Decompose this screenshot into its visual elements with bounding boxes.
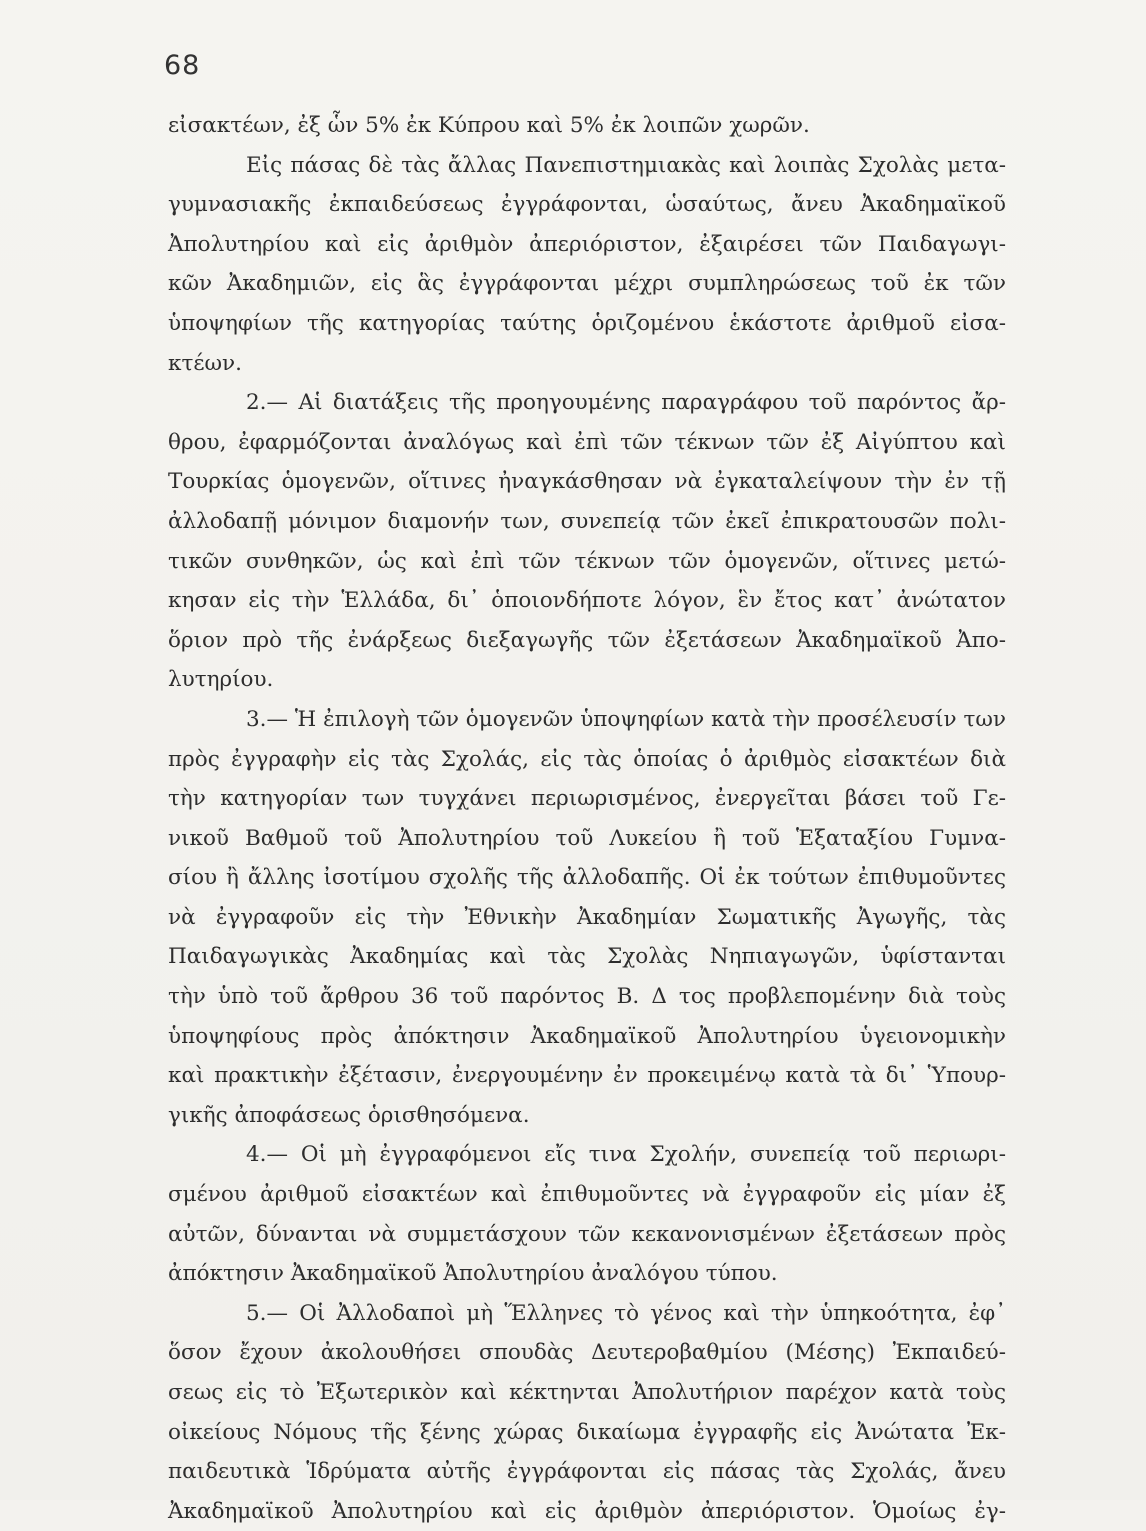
text-line: κησαν εἰς τὴν Ἑλλάδα, δι᾽ ὁποιονδήποτε λόγον, ἓν ἔτος κατ᾽ ἀνώτατον bbox=[168, 588, 1006, 614]
text-line: ὑποψηφίων τῆς κατηγορίας ταύτης ὁριζομένου ἑκάστοτε ἀριθμοῦ εἰσα- bbox=[168, 310, 1006, 336]
text-line: ὅριον πρὸ τῆς ἐνάρξεως διεξαγωγῆς τῶν ἐξετάσεων Ἀκαδημαϊκοῦ Ἀπο- bbox=[168, 627, 1006, 653]
text-line: τὴν ὑπὸ τοῦ ἄρθρου 36 τοῦ παρόντος Β. Δ τος προβλεπομένην διὰ τοὺς bbox=[168, 984, 1006, 1010]
body-text bbox=[168, 106, 1006, 1531]
text-line: ἀλλοδαπῇ μόνιμον διαμονήν των, συνεπείᾳ τῶν ἐκεῖ ἐπικρατουσῶν πολι- bbox=[168, 508, 1006, 534]
text-line: αὐτῶν, δύνανται νὰ συμμετάσχουν τῶν κεκανονισμένων ἐξετάσεων πρὸς bbox=[168, 1221, 1006, 1247]
text-line: 3.— Ἡ ἐπιλογὴ τῶν ὁμογενῶν ὑποψηφίων κατὰ τὴν προσέλευσίν των bbox=[246, 706, 1006, 732]
text-line: Ἀκαδημαϊκοῦ Ἀπολυτηρίου καὶ εἰς ἀριθμὸν ἀπεριόριστον. Ὁμοίως ἐγ- bbox=[168, 1498, 1006, 1524]
text-line: 5.— Οἱ Ἀλλοδαποὶ μὴ Ἕλληνες τὸ γένος καὶ τὴν ὑπηκοότητα, ἐφ᾽ bbox=[246, 1300, 1006, 1326]
text-line: λυτηρίου. bbox=[168, 667, 274, 693]
text-line: Εἰς πάσας δὲ τὰς ἄλλας Πανεπιστημιακὰς καὶ λοιπὰς Σχολὰς μετα- bbox=[246, 152, 1006, 178]
text-line: 2.— Αἱ διατάξεις τῆς προηγουμένης παραγράφου τοῦ παρόντος ἄρ- bbox=[246, 390, 1006, 416]
text-line: πρὸς ἐγγραφὴν εἰς τὰς Σχολάς, εἰς τὰς ὁποίας ὁ ἀριθμὸς εἰσακτέων διὰ bbox=[168, 746, 1006, 772]
text-line: θρου, ἐφαρμόζονται ἀναλόγως καὶ ἐπὶ τῶν τέκνων τῶν ἐξ Αἰγύπτου καὶ bbox=[168, 429, 1006, 455]
text-line: Ἀπολυτηρίου καὶ εἰς ἀριθμὸν ἀπεριόριστον, ἐξαιρέσει τῶν Παιδαγωγι- bbox=[168, 231, 1006, 257]
text-line: παιδευτικὰ Ἱδρύματα αὐτῆς ἐγγράφονται εἰς πάσας τὰς Σχολάς, ἄνευ bbox=[168, 1459, 1006, 1485]
text-line: κῶν Ἀκαδημιῶν, εἰς ἃς ἐγγράφονται μέχρι συμπληρώσεως τοῦ ἐκ τῶν bbox=[168, 271, 1006, 297]
text-line: σίου ἢ ἄλλης ἰσοτίμου σχολῆς τῆς ἀλλοδαπῆς. Οἱ ἐκ τούτων ἐπιθυμοῦντες bbox=[168, 865, 1006, 891]
text-line: οἰκείους Νόμους τῆς ξένης χώρας δικαίωμα ἐγγραφῆς εἰς Ἀνώτατα Ἐκ- bbox=[168, 1419, 1006, 1445]
text-line: Τουρκίας ὁμογενῶν, οἵτινες ἠναγκάσθησαν νὰ ἐγκαταλείψουν τὴν ἐν τῇ bbox=[168, 469, 1006, 495]
text-line: νικοῦ Βαθμοῦ τοῦ Ἀπολυτηρίου τοῦ Λυκείου ἢ τοῦ Ἑξαταξίου Γυμνα- bbox=[168, 825, 1006, 851]
text-line: ἀπόκτησιν Ἀκαδημαϊκοῦ Ἀπολυτηρίου ἀναλόγου τύπου. bbox=[168, 1261, 778, 1287]
text-line: εἰσακτέων, ἐξ ὧν 5% ἐκ Κύπρου καὶ 5% ἐκ λοιπῶν χωρῶν. bbox=[168, 113, 810, 138]
text-line: γυμνασιακῆς ἐκπαιδεύσεως ἐγγράφονται, ὡσαύτως, ἄνευ Ἀκαδημαϊκοῦ bbox=[168, 192, 1006, 218]
text-line: σμένου ἀριθμοῦ εἰσακτέων καὶ ἐπιθυμοῦντες νὰ ἐγγραφοῦν εἰς μίαν ἐξ bbox=[168, 1182, 1006, 1208]
page-number: 68 bbox=[164, 50, 201, 81]
text-line: γικῆς ἀποφάσεως ὁρισθησόμενα. bbox=[168, 1102, 530, 1128]
text-line: κτέων. bbox=[168, 350, 242, 376]
text-line: ὅσον ἔχουν ἀκολουθήσει σπουδὰς Δευτεροβαθμίου (Μέσης) Ἐκπαιδεύ- bbox=[168, 1340, 1006, 1366]
text-line: τὴν κατηγορίαν των τυγχάνει περιωρισμένος, ἐνεργεῖται βάσει τοῦ Γε- bbox=[168, 786, 1006, 812]
text-line: ὑποψηφίους πρὸς ἀπόκτησιν Ἀκαδημαϊκοῦ Ἀπολυτηρίου ὑγειονομικὴν bbox=[168, 1023, 1006, 1049]
text-line: καὶ πρακτικὴν ἐξέτασιν, ἐνεργουμένην ἐν προκειμένῳ κατὰ τὰ δι᾽ Ὑπουρ- bbox=[168, 1063, 1006, 1089]
text-line: σεως εἰς τὸ Ἐξωτερικὸν καὶ κέκτηνται Ἀπολυτήριον παρέχον κατὰ τοὺς bbox=[168, 1380, 1006, 1405]
text-line: 4.— Οἱ μὴ ἐγγραφόμενοι εἴς τινα Σχολήν, συνεπείᾳ τοῦ περιωρι- bbox=[246, 1142, 1006, 1168]
text-line: Παιδαγωγικὰς Ἀκαδημίας καὶ τὰς Σχολὰς Νηπιαγωγῶν, ὑφίστανται bbox=[168, 944, 1006, 970]
text-line: νὰ ἐγγραφοῦν εἰς τὴν Ἐθνικὴν Ἀκαδημίαν Σωματικῆς Ἀγωγῆς, τὰς bbox=[168, 904, 1006, 930]
text-line: τικῶν συνθηκῶν, ὡς καὶ ἐπὶ τῶν τέκνων τῶν ὁμογενῶν, οἵτινες μετώ- bbox=[168, 548, 1006, 574]
